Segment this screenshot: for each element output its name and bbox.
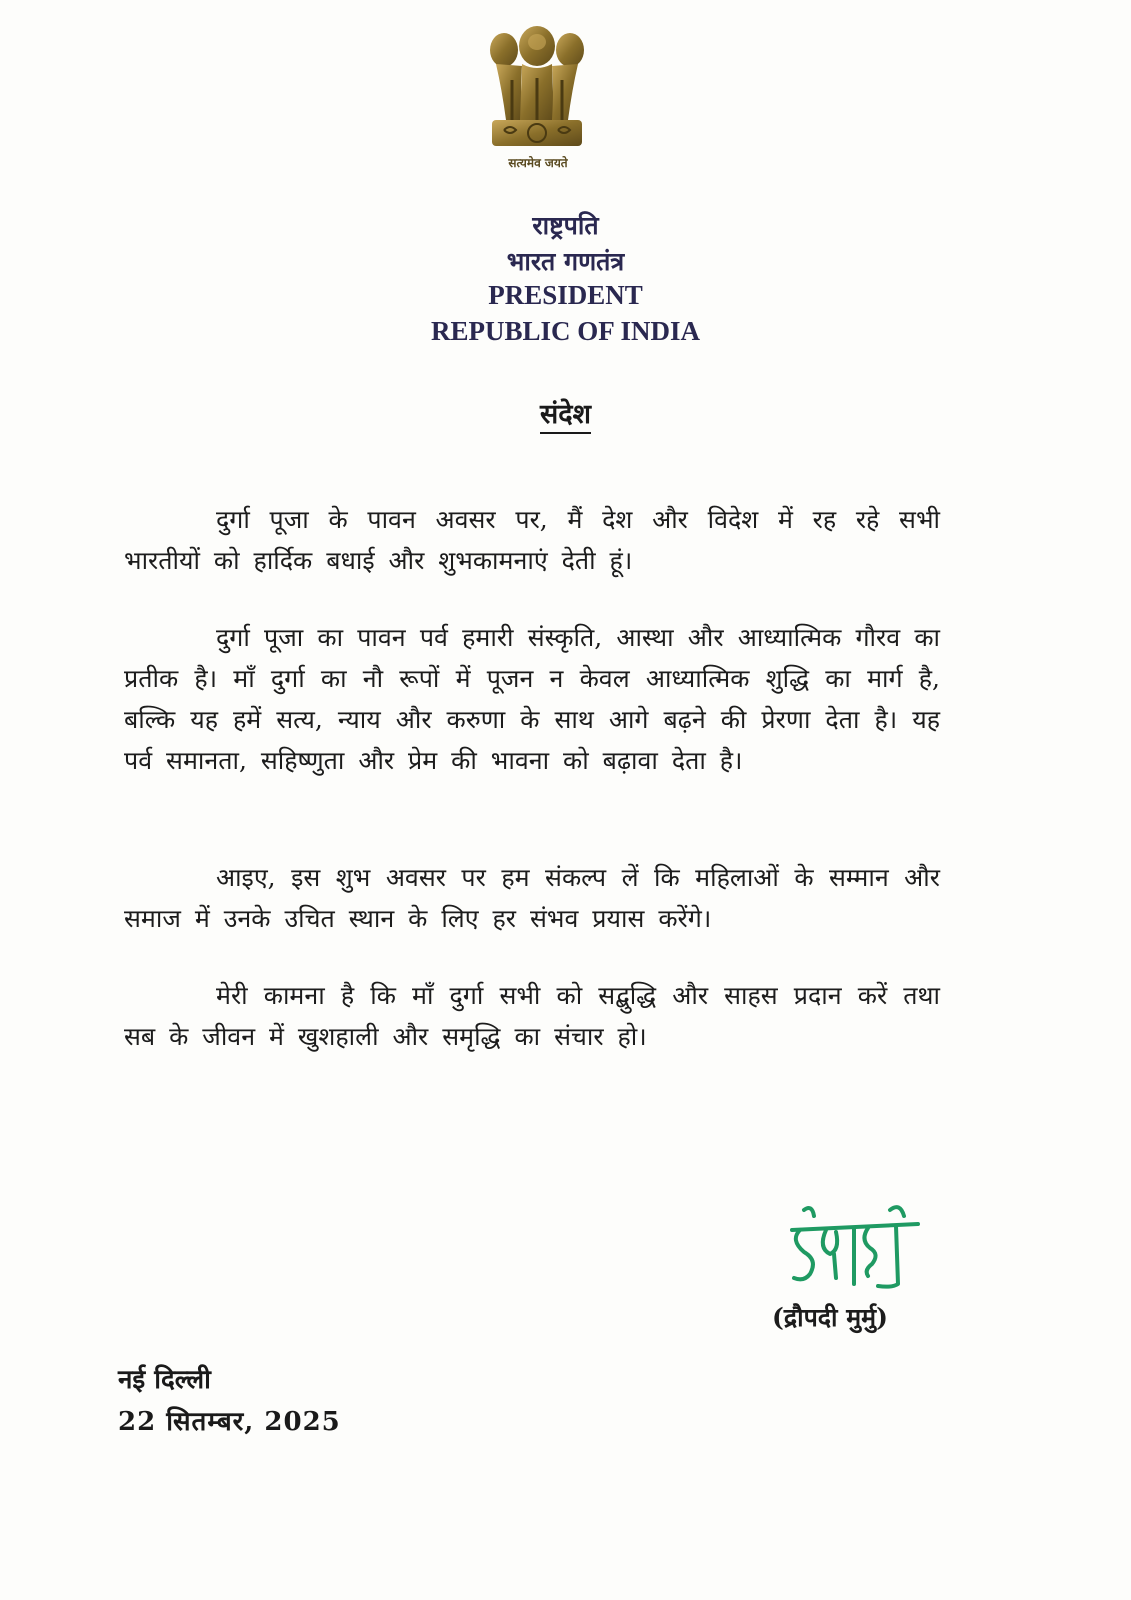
handwritten-signature (778, 1200, 928, 1296)
message-paragraph-3: आइए, इस शुभ अवसर पर हम संकल्प लें कि महिलाओं के सम्मान और समाज में उनके उचित स्थान के लिए हर संभव प्रयास करेंगे। (124, 863, 940, 933)
message-heading (0, 394, 1131, 431)
letterhead-subtitle-hindi: भारत गणतंत्र (506, 247, 625, 276)
letterhead-title-hindi: राष्ट्रपति (532, 211, 599, 240)
message-paragraph-2: दुर्गा पूजा का पावन पर्व हमारी संस्कृति, आस्था और आध्यात्मिक गौरव का प्रतीक है। माँ दुर्गा का नौ रूपों में पूजन न केवल आध्यात्मिक शुद्धि का मार्ग है, बल्कि यह हमें सत्य, न्याय और करुणा के साथ आगे बढ़ने की प्रेरणा देता है। यह पर्व समानता, सहिष्णुता और प्रेम की भावना को बढ़ावा देता है। (124, 623, 940, 775)
letterhead-subtitle-english: REPUBLIC OF INDIA (430, 316, 701, 346)
signer-name: (द्रौपदी मुर्मु) (772, 1303, 888, 1332)
place: नई दिल्ली (118, 1365, 211, 1395)
message-paragraph-1: दुर्गा पूजा के पावन अवसर पर, मैं देश और विदेश में रह रहे सभी भारतीयों को हार्दिक बधाई और शुभकामनाएं देती हूं। (124, 505, 940, 575)
message-paragraph-4: मेरी कामना है कि माँ दुर्गा सभी को सद्बुद्धि और साहस प्रदान करें तथा सब के जीवन में खुशहाली और समृद्धि का संचार हो। (124, 981, 940, 1051)
letterhead-title-english: PRESIDENT (488, 280, 643, 310)
emblem-motto: सत्यमेव जयते (508, 156, 568, 170)
message-heading-text: संदेश (540, 399, 591, 434)
date: 22 सितम्बर, 2025 (118, 1407, 341, 1437)
